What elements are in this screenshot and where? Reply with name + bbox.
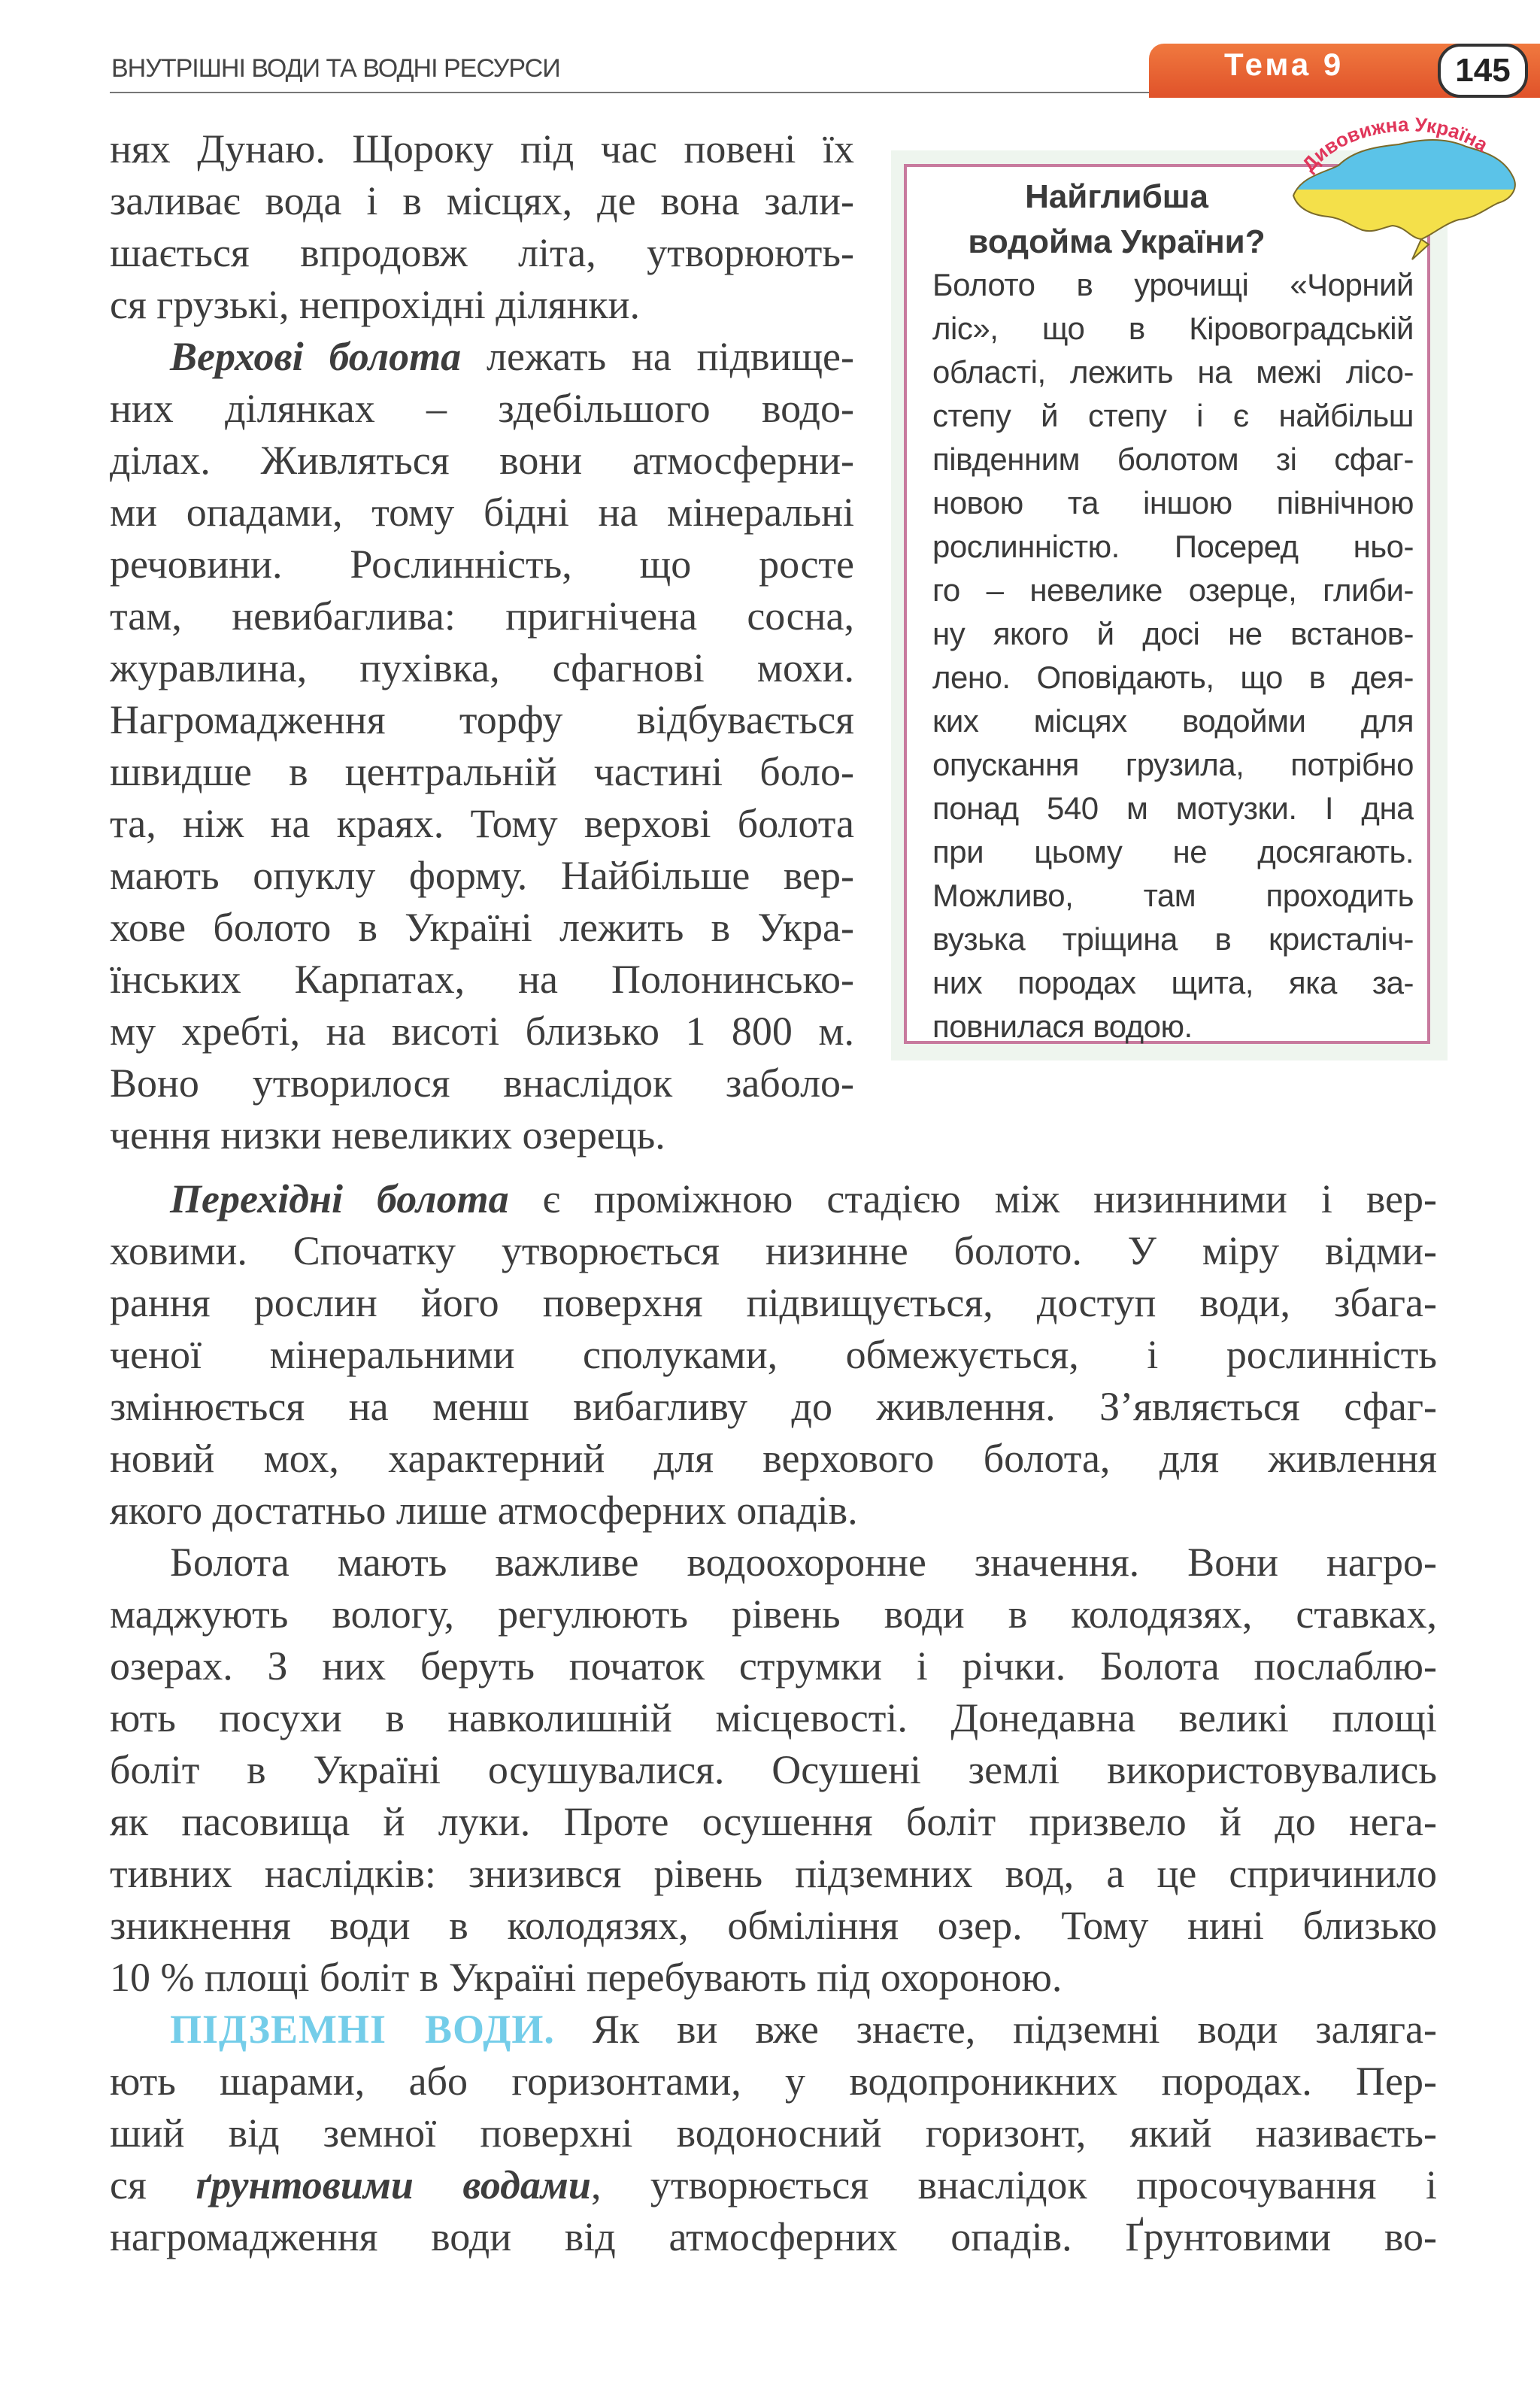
text-line: їнських Карпатах, на Полонинсько-	[110, 957, 854, 1002]
term-upland-bogs: Верхові болота	[170, 334, 462, 379]
callout-line: ких місцях водойми для	[932, 703, 1414, 739]
callout-line: го – невелике озерце, глиби-	[932, 572, 1414, 608]
text-fragment: є проміжною стадією між низинними і вер-	[508, 1176, 1437, 1221]
text-line: як пасовища й луки. Проте осушення боліт призвело й до нега-	[110, 1799, 1437, 1844]
callout-line: ліс», що в Кіровоградській	[932, 311, 1414, 346]
callout-title	[936, 174, 1297, 265]
text-line: та, ніж на краях. Тому верхові болота	[110, 801, 854, 846]
paragraph-lead-line	[110, 331, 854, 383]
text-line: там, невибаглива: пригнічена сосна,	[110, 593, 854, 639]
topic-label: Тема 9	[1224, 47, 1344, 82]
running-head: ВНУТРІШНІ ВОДИ ТА ВОДНІ РЕСУРСИ	[111, 54, 560, 83]
text-line: ють шарами, або горизонтами, у водопроникних породах. Пер-	[110, 2059, 1437, 2104]
callout-line: понад 540 м мотузки. І дна	[932, 790, 1414, 826]
badge-text: Дивовижна Україна	[1297, 113, 1493, 176]
header-rule	[110, 92, 1155, 93]
callout-line: ну якого й досі не встанов-	[932, 616, 1414, 651]
text-line: рання рослин його поверхня підвищується, доступ води, збага-	[110, 1280, 1437, 1325]
text-fragment: Як ви вже знаєте, підземні води заляга-	[554, 2007, 1437, 2052]
text-line: хове болото в Україні лежить в Укра-	[110, 905, 854, 950]
callout-line: Болото в урочищі «Чорний	[932, 267, 1414, 302]
text-line: швидше в центральній частині боло-	[110, 749, 854, 794]
callout-line: області, лежить на межі лісо-	[932, 354, 1414, 390]
text-line: ся грузькі, непрохідні ділянки.	[110, 282, 641, 327]
text-fragment: ся	[110, 2162, 196, 2207]
callout-line: південним болотом зі сфаг-	[932, 441, 1414, 477]
callout-line: новою та іншою північною	[932, 485, 1414, 520]
callout-line: повнилася водою.	[932, 1009, 1193, 1044]
text-line: нях Дунаю. Щороку під час повені їх	[110, 126, 854, 171]
left-column	[110, 123, 854, 1161]
text-line: журавлина, пухівка, сфагнові мохи.	[110, 645, 854, 690]
text-line: озерах. З них беруть початок струмки і річки. Болота послаблю-	[110, 1643, 1437, 1689]
callout-line: опускання грузила, потрібно	[932, 747, 1414, 782]
text-line: 10 % площі боліт в Україні перебувають під охороною.	[110, 1955, 1063, 2000]
text-line: змінюється на менш вибагливу до живлення. З’являється сфаг-	[110, 1384, 1437, 1429]
text-line: них ділянках – здебільшого водо-	[110, 386, 854, 431]
text-line: му хребті, на висоті близько 1 800 м.	[110, 1009, 854, 1054]
term-soil-water: ґрунтовими водами	[196, 2162, 591, 2207]
callout-line: вузька тріщина в кристаліч-	[932, 921, 1414, 957]
callout-line: лено. Оповідають, що в дея-	[932, 660, 1414, 695]
text-line: нагромадження води від атмосферних опадів. Ґрунтовими во-	[110, 2214, 1437, 2259]
paragraph-lead-line	[110, 1173, 1437, 1225]
text-fragment: лежать на підвище-	[461, 334, 854, 379]
text-line: Воно утворилося внаслідок заболо-	[110, 1060, 854, 1106]
callout-line: них породах щита, яка за-	[932, 965, 1414, 1000]
text-line: ченої мінеральними сполуками, обмежується, і рослинність	[110, 1332, 1437, 1377]
text-line: чення низки невеликих озерець.	[110, 1112, 665, 1158]
text-line: маджують вологу, регулюють рівень води в колодязях, ставках,	[110, 1591, 1437, 1637]
text-line: шається впродовж літа, утворюють-	[110, 230, 854, 275]
paragraph-lead-line	[110, 2004, 1437, 2056]
text-line: новий мох, характерний для верхового болота, для живлення	[110, 1436, 1437, 1481]
text-line: якого достатньо лише атмосферних опадів.	[110, 1488, 858, 1533]
text-line: тивних наслідків: знизився рівень підземних вод, а це спричинило	[110, 1851, 1437, 1896]
text-fragment: , утворюється внаслідок просочування і	[590, 2162, 1437, 2207]
text-line: ховими. Спочатку утворюється низинне болото. У міру відми-	[110, 1228, 1437, 1273]
callout-line: рослинністю. Посеред ньо-	[932, 529, 1414, 564]
text-line: Болота мають важливе водоохоронне значення. Вони нагро-	[170, 1540, 1437, 1585]
callout-title-line: водойма України?	[968, 223, 1266, 260]
text-line: мають опуклу форму. Найбільше вер-	[110, 853, 854, 898]
text-line: Нагромадження торфу відбувається	[110, 697, 854, 742]
text-line: ділах. Живляться вони атмосферни-	[110, 438, 854, 483]
text-line	[110, 2159, 1437, 2211]
text-line: зникнення води в колодязях, обміління озер. Тому нині близько	[110, 1903, 1437, 1948]
text-line: ми опадами, тому бідні на мінеральні	[110, 490, 854, 535]
text-line: боліт в Україні осушувалися. Осушені землі використовувались	[110, 1747, 1437, 1792]
callout-line: при цьому не досягають.	[932, 834, 1414, 869]
text-line: ший від земної поверхні водоносний горизонт, який називаєть-	[110, 2110, 1437, 2156]
term-transitional-bogs: Перехідні болота	[170, 1176, 509, 1221]
text-line: заливає вода і в місцях, де вона зали-	[110, 178, 854, 223]
page-number: 145	[1438, 44, 1528, 98]
text-line: ють посухи в навколишній місцевості. Донедавна великі площі	[110, 1695, 1437, 1740]
callout-body	[932, 263, 1414, 1048]
section-heading-groundwater: ПІДЗЕМНІ ВОДИ.	[170, 2007, 555, 2052]
ukraine-map-badge	[1278, 105, 1526, 271]
callout-title-line: Найглибша	[1025, 178, 1208, 215]
text-line: речовини. Рослинність, що росте	[110, 542, 854, 587]
full-width-text	[110, 1173, 1437, 2263]
callout-line: Можливо, там проходить	[932, 878, 1414, 913]
callout-line: степу й степу і є найбільш	[932, 398, 1414, 433]
